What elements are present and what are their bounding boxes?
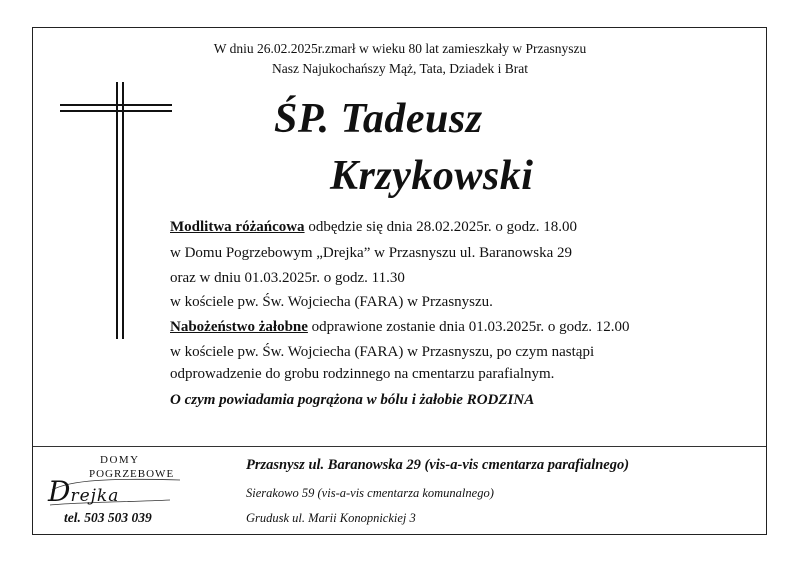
logo-drejka-rest: rejka [70, 486, 120, 506]
address-sierakowo: Sierakowo 59 (vis-a-vis cmentarza komunalnego) [246, 486, 494, 500]
rosary-line-4: w kościele pw. Św. Wojciecha (FARA) w Przasnyszu. [170, 294, 493, 310]
rosary-line-2: w Domu Pogrzebowym „Drejka” w Przasnyszu ul. Baranowska 29 [170, 245, 572, 261]
mass-line-2: w kościele pw. Św. Wojciecha (FARA) w Przasnyszu, po czym nastąpi [170, 344, 595, 360]
closing-line: O czym powiadamia pogrążona w bólu i żałobie RODZINA [170, 392, 535, 408]
logo-drejka-initial: D [48, 475, 71, 508]
address-grudusk: Grudusk ul. Marii Konopnickiej 3 [246, 511, 416, 525]
phone-number: tel. 503 503 039 [64, 510, 152, 525]
rosary-time: odbędzie się dnia 28.02.2025r. o godz. 18.00 [304, 219, 578, 235]
cross-bar-inner [60, 110, 172, 112]
mass-time: odprawione zostanie dnia 01.03.2025r. o godz. 12.00 [307, 319, 630, 335]
mass-line-1 [170, 319, 630, 336]
logo-pogrzebowe: POGRZEBOWE [89, 468, 175, 480]
cross-icon [116, 82, 118, 339]
rosary-line-3: oraz w dniu 01.03.2025r. o godz. 11.30 [170, 270, 405, 286]
mass-label: Nabożeństwo żałobne [170, 319, 308, 335]
mass-line-3: odprowadzenie do grobu rodzinnego na cmentarzu parafialnym. [170, 366, 555, 382]
logo-drejka [48, 475, 119, 508]
cross-icon-inner [122, 82, 124, 339]
deceased-name-line-1: ŚP. Tadeusz [274, 96, 483, 142]
intro-line-1: W dniu 26.02.2025r.zmarł w wieku 80 lat zamieszkały w Przasnyszu [213, 41, 587, 56]
footer-divider [33, 446, 766, 447]
rosary-label: Modlitwa różańcowa [170, 219, 305, 235]
address-przasnysz: Przasnysz ul. Baranowska 29 (vis-a-vis cmentarza parafialnego) [246, 457, 630, 473]
logo-domy: DOMY [100, 454, 140, 466]
rosary-line-1 [170, 219, 577, 236]
deceased-name-line-2: Krzykowski [330, 153, 534, 199]
cross-bar [60, 104, 172, 106]
intro-line-2: Nasz Najukochańszy Mąż, Tata, Dziadek i Brat [272, 61, 528, 76]
